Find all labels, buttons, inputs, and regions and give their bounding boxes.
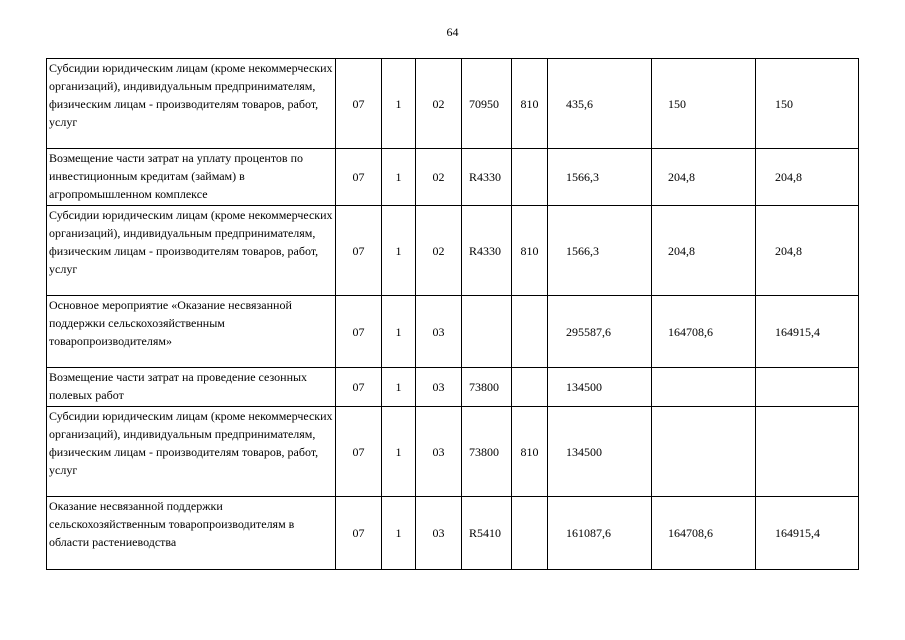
vr-code: 810	[512, 407, 548, 497]
vr-code	[512, 149, 548, 206]
vr-code: 810	[512, 206, 548, 296]
pgp-code: 1	[382, 59, 416, 149]
vr-code	[512, 296, 548, 368]
amount-year-3: 164915,4	[756, 497, 859, 570]
gp-code: 07	[336, 497, 382, 570]
amount-year-2: 150	[652, 59, 756, 149]
row-name: Основное мероприятие «Оказание несвязанной поддержки сельскохозяйственным товаропроизводителям»	[47, 296, 336, 368]
om-code: 02	[416, 206, 462, 296]
table-row	[47, 206, 859, 296]
pgp-code: 1	[382, 368, 416, 407]
om-code: 02	[416, 149, 462, 206]
gp-code: 07	[336, 149, 382, 206]
gp-code: 07	[336, 206, 382, 296]
amount-year-1: 161087,6	[548, 497, 652, 570]
amount-year-1: 435,6	[548, 59, 652, 149]
pgp-code: 1	[382, 206, 416, 296]
gp-code: 07	[336, 296, 382, 368]
row-name: Возмещение части затрат на проведение сезонных полевых работ	[47, 368, 336, 407]
pgp-code: 1	[382, 149, 416, 206]
amount-year-2	[652, 407, 756, 497]
amount-year-2: 204,8	[652, 149, 756, 206]
amount-year-1: 134500	[548, 407, 652, 497]
amount-year-3	[756, 407, 859, 497]
amount-year-2: 204,8	[652, 206, 756, 296]
row-name: Субсидии юридическим лицам (кроме некоммерческих организаций), индивидуальным предпринимателям, физическим лицам - производителям товаров, работ, услуг	[47, 59, 336, 149]
pgp-code: 1	[382, 497, 416, 570]
om-code: 02	[416, 59, 462, 149]
amount-year-1: 1566,3	[548, 149, 652, 206]
gp-code: 07	[336, 368, 382, 407]
table-row	[47, 149, 859, 206]
amount-year-2: 164708,6	[652, 497, 756, 570]
table-row	[47, 59, 859, 149]
cse-code: 70950	[462, 59, 512, 149]
amount-year-3	[756, 368, 859, 407]
amount-year-1: 295587,6	[548, 296, 652, 368]
om-code: 03	[416, 296, 462, 368]
row-name: Оказание несвязанной поддержки сельскохозяйственным товаропроизводителям в области растениеводства	[47, 497, 336, 570]
gp-code: 07	[336, 59, 382, 149]
vr-code	[512, 497, 548, 570]
cse-code: 73800	[462, 368, 512, 407]
om-code: 03	[416, 407, 462, 497]
table-row	[47, 497, 859, 570]
budget-table	[46, 58, 859, 570]
amount-year-2	[652, 368, 756, 407]
amount-year-3: 164915,4	[756, 296, 859, 368]
vr-code	[512, 368, 548, 407]
cse-code: 73800	[462, 407, 512, 497]
cse-code: R4330	[462, 206, 512, 296]
table-row	[47, 296, 859, 368]
cse-code: R4330	[462, 149, 512, 206]
amount-year-2: 164708,6	[652, 296, 756, 368]
row-name: Субсидии юридическим лицам (кроме некоммерческих организаций), индивидуальным предпринимателям, физическим лицам - производителям товаров, работ, услуг	[47, 206, 336, 296]
vr-code: 810	[512, 59, 548, 149]
amount-year-1: 1566,3	[548, 206, 652, 296]
amount-year-3: 204,8	[756, 149, 859, 206]
amount-year-3: 150	[756, 59, 859, 149]
cse-code: R5410	[462, 497, 512, 570]
table-row	[47, 407, 859, 497]
pgp-code: 1	[382, 407, 416, 497]
amount-year-1: 134500	[548, 368, 652, 407]
cse-code	[462, 296, 512, 368]
table-row	[47, 368, 859, 407]
row-name: Возмещение части затрат на уплату процентов по инвестиционным кредитам (займам) в агропромышленном комплексе	[47, 149, 336, 206]
om-code: 03	[416, 368, 462, 407]
page-number: 64	[446, 25, 459, 39]
pgp-code: 1	[382, 296, 416, 368]
amount-year-3: 204,8	[756, 206, 859, 296]
row-name: Субсидии юридическим лицам (кроме некоммерческих организаций), индивидуальным предпринимателям, физическим лицам - производителям товаров, работ, услуг	[47, 407, 336, 497]
gp-code: 07	[336, 407, 382, 497]
om-code: 03	[416, 497, 462, 570]
